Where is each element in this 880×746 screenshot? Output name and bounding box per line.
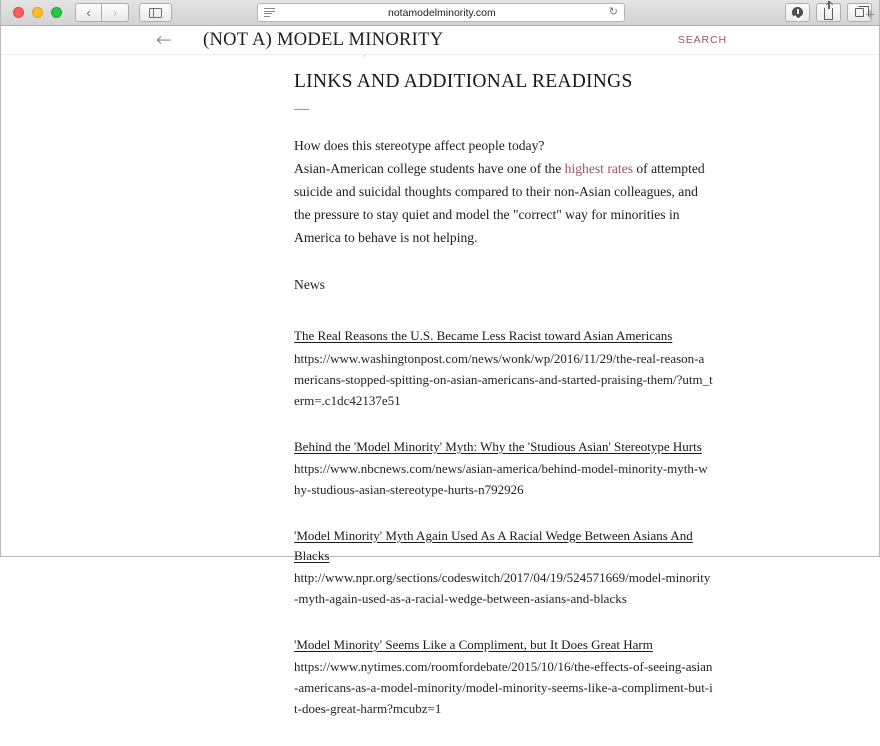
share-icon bbox=[824, 8, 833, 20]
sidebar-icon bbox=[149, 8, 162, 18]
post-meta-row bbox=[1, 55, 879, 69]
share-button[interactable] bbox=[816, 3, 841, 22]
link-url: https://www.nbcnews.com/news/asian-america/behind-model-minority-myth-why-studious-asian-stereotype-hurts-n792926 bbox=[294, 460, 708, 497]
lede-question: How does this stereotype affect people today? bbox=[294, 138, 545, 154]
back-button[interactable] bbox=[75, 3, 102, 22]
link-title[interactable]: 'Model Minority' Seems Like a Compliment, but It Does Great Harm bbox=[294, 637, 653, 653]
link-title[interactable]: Behind the 'Model Minority' Myth: Why the 'Studious Asian' Stereotype Hurts bbox=[294, 438, 702, 454]
minimize-window-button[interactable] bbox=[32, 7, 43, 18]
chevron-left-icon: ‹ bbox=[86, 5, 91, 20]
back-arrow-icon[interactable]: ← bbox=[156, 28, 172, 51]
title-divider: — bbox=[294, 101, 309, 118]
site-title[interactable]: (NOT A) MODEL MINORITY bbox=[203, 29, 444, 50]
reload-icon[interactable]: ↻ bbox=[608, 6, 618, 18]
window-controls bbox=[13, 7, 62, 18]
address-bar[interactable] bbox=[257, 3, 625, 22]
link-url: http://www.npr.org/sections/codeswitch/2017/04/19/524571669/model-minority-myth-again-used-as-a-racial-wedge-between-asians-and-blacks bbox=[294, 570, 711, 607]
link-title[interactable]: 'Model Minority' Myth Again Used As A Racial Wedge Between Asians And Blacks bbox=[294, 527, 693, 564]
browser-toolbar bbox=[1, 0, 879, 26]
highest-rates-link[interactable]: highest rates bbox=[564, 161, 633, 177]
link-title[interactable]: The Real Reasons the U.S. Became Less Racist toward Asian Americans bbox=[294, 328, 673, 344]
reader-view-icon[interactable] bbox=[264, 8, 275, 17]
search-link[interactable]: SEARCH bbox=[677, 34, 727, 46]
lede-text-after: of attempted suicide and suicidal thoughts compared to their non-Asian colleagues, and the pressure to stay quiet and model the "correct" way for minorities in America to behave is not helping. bbox=[294, 161, 705, 245]
chevron-right-icon: › bbox=[112, 5, 118, 20]
navigation-buttons bbox=[75, 3, 129, 22]
close-window-button[interactable] bbox=[13, 7, 24, 18]
new-tab-button[interactable]: + bbox=[865, 5, 875, 24]
forward-button[interactable] bbox=[102, 3, 129, 22]
sidebar-toggle-button[interactable] bbox=[139, 3, 172, 22]
list-item bbox=[294, 437, 714, 500]
site-header bbox=[1, 26, 879, 55]
show-all-tabs-icon bbox=[855, 8, 864, 17]
list-item bbox=[294, 635, 714, 719]
list-item bbox=[294, 326, 714, 410]
page-viewport bbox=[1, 26, 879, 717]
section-label-news: News bbox=[294, 276, 325, 292]
lede-text-before: Asian-American college students have one of the bbox=[294, 161, 565, 177]
toolbar-right-group bbox=[785, 3, 872, 22]
link-url: https://www.nytimes.com/roomfordebate/2015/10/16/the-effects-of-seeing-asian-americans-as-a-model-minority/model-minority-seems-like-a-compliment-but-it-does-great-harm?mcubz=1 bbox=[294, 659, 713, 717]
links-list bbox=[294, 326, 714, 719]
lede-paragraph bbox=[294, 135, 714, 249]
address-bar-text: notamodelminority.com bbox=[388, 6, 496, 19]
page-title: LINKS AND ADDITIONAL READINGS bbox=[294, 71, 633, 92]
list-item bbox=[294, 526, 714, 609]
article-body bbox=[294, 70, 714, 746]
downloads-button[interactable] bbox=[785, 3, 810, 22]
link-url: https://www.washingtonpost.com/news/wonk/wp/2016/11/29/the-real-reason-americans-stopped-spitting-on-asian-americans-and-started-praising-them/?utm_term=.c1dc42137e51 bbox=[294, 350, 713, 408]
maximize-window-button[interactable] bbox=[51, 7, 62, 18]
downloads-icon bbox=[792, 7, 803, 18]
